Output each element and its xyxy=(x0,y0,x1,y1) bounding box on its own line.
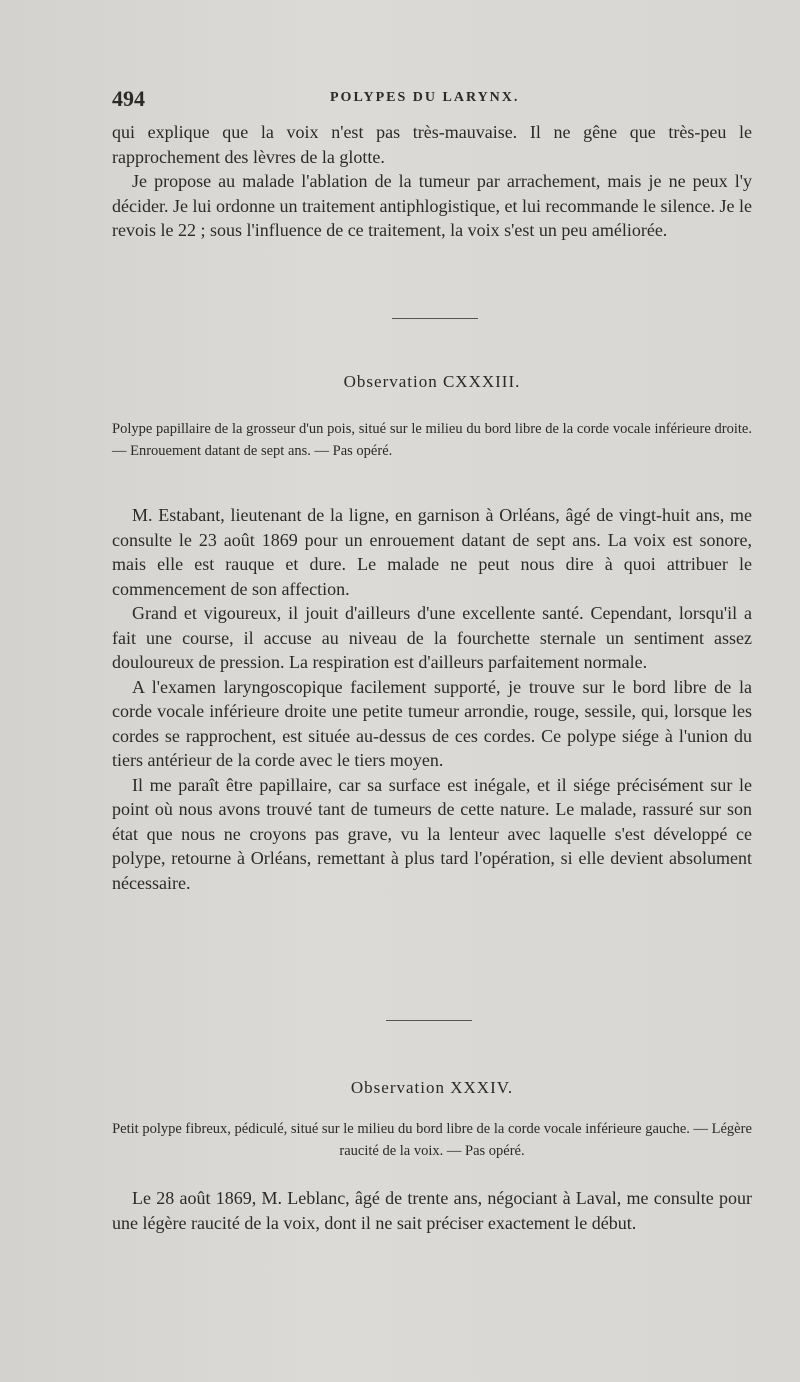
running-title: POLYPES DU LARYNX. xyxy=(330,90,520,105)
paragraph: M. Estabant, lieutenant de la ligne, en garnison à Orléans, âgé de vingt-huit ans, me consulte le 23 août 1869 pour un enrouement datant de sept ans. La voix est sonore, mais elle est rauque et dure. Le malade ne peut nous dire à quoi attribuer le commencement de son affection. xyxy=(112,505,752,599)
page-header xyxy=(112,86,740,110)
observation-title: Observation XXXIV. xyxy=(350,1078,514,1097)
section-divider xyxy=(392,318,478,319)
paragraph: Je propose au malade l'ablation de la tumeur par arrachement, mais je ne peux l'y décider. Je lui ordonne un traitement antiphlogistique, et lui recommande le silence. Je le revois le 22 ; sous l'influence de ce traitement, la voix s'est un peu améliorée. xyxy=(112,171,752,240)
paragraph: Il me paraît être papillaire, car sa surface est inégale, et il siége précisément sur le point où nous avons trouvé tant de tumeurs de cette nature. Le malade, rassuré sur son état que nous ne croyons pas grave, vu la lenteur avec laquelle s'est développé ce polype, retourne à Orléans, remettant à plus tard l'opération, si elle devient absolument nécessaire. xyxy=(112,774,752,893)
observation-body xyxy=(112,1186,752,1235)
paragraph: A l'examen laryngoscopique facilement supporté, je trouve sur le bord libre de la corde vocale inférieure droite une petite tumeur arrondie, rouge, sessile, qui, lorsque les cordes se rapprochent, est située au-dessus de ces cordes. Ce polype siége à l'union du tiers antérieur de la corde avec le tiers moyen. xyxy=(112,676,752,770)
section-divider xyxy=(386,1020,472,1021)
summary-text: Polype papillaire de la grosseur d'un pois, situé sur le milieu du bord libre de la corde vocale inférieure droite. — Enrouement datant de sept ans. — Pas opéré. xyxy=(112,421,752,459)
observation-body xyxy=(112,503,752,895)
observation-summary xyxy=(112,418,752,462)
observation-title: Observation CXXXIII. xyxy=(343,372,521,391)
paragraph: Grand et vigoureux, il jouit d'ailleurs d'une excellente santé. Cependant, lorsqu'il a fait une course, il accuse au niveau de la fourchette sternale un sentiment assez douloureux de pression. La respiration est d'ailleurs parfaitement normale. xyxy=(112,603,752,672)
paragraph: qui explique que la voix n'est pas très-mauvaise. Il ne gêne que très-peu le rapprochement des lèvres de la glotte. xyxy=(112,122,752,167)
paragraph: Le 28 août 1869, M. Leblanc, âgé de trente ans, négociant à Laval, me consulte pour une légère raucité de la voix, dont il ne sait préciser exactement le début. xyxy=(112,1188,752,1233)
summary-text: Petit polype fibreux, pédiculé, situé sur le milieu du bord libre de la corde vocale inférieure gauche. — Légère raucité de la voix. — Pas opéré. xyxy=(112,1121,752,1159)
intro-text xyxy=(112,120,752,243)
page-number: 494 xyxy=(112,86,145,111)
observation-summary xyxy=(112,1118,752,1162)
